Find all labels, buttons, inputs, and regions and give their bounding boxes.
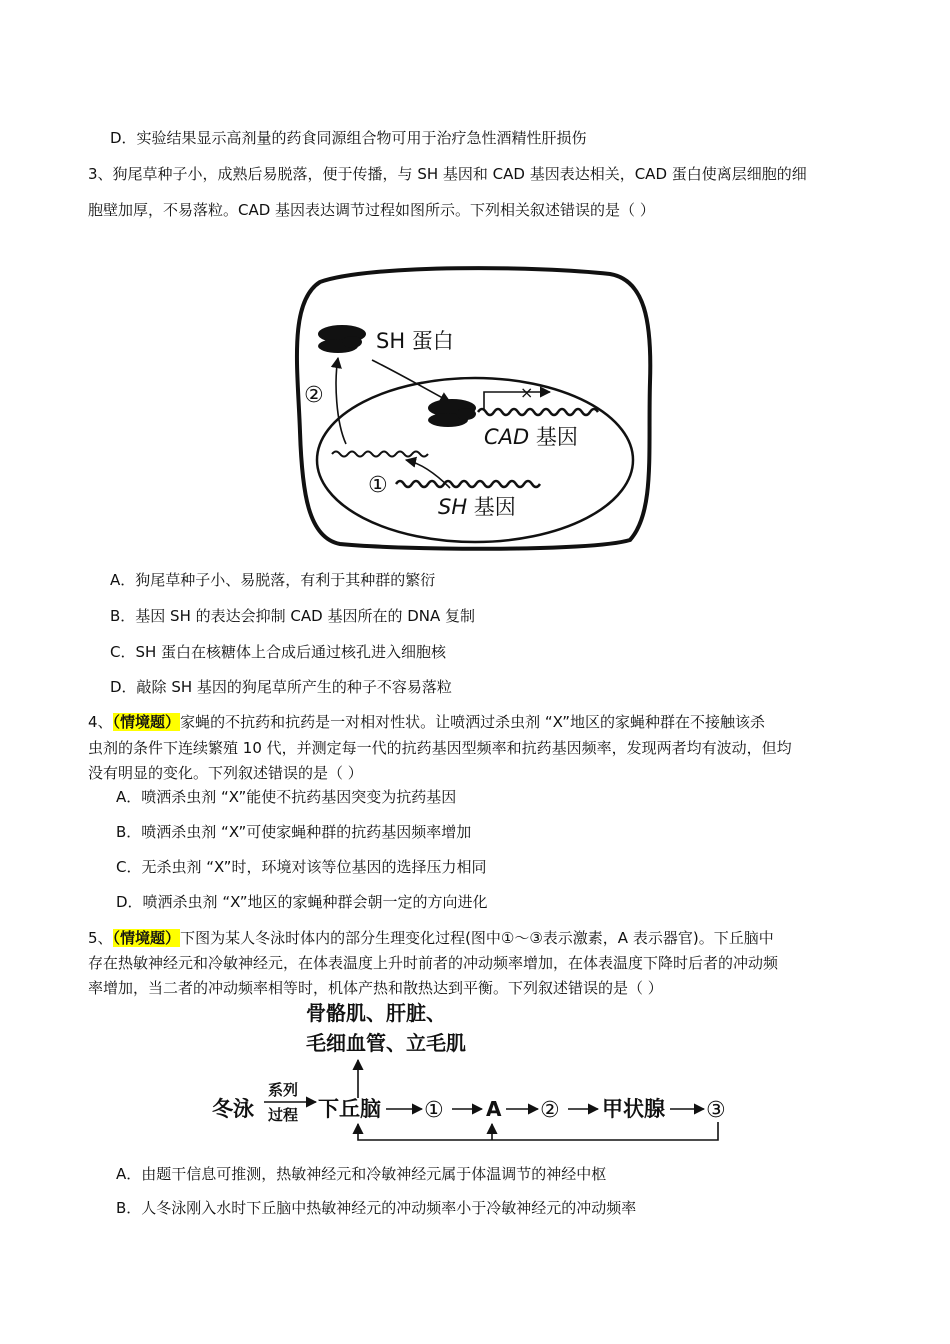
step-2-label: ② (304, 383, 324, 408)
q4-option-d: D．喷洒杀虫剂 “X”地区的家蝇种群会朝一定的方向进化 (116, 893, 488, 911)
q5-option-a: A．由题干信息可推测，热敏神经元和冷敏神经元属于体温调节的神经中枢 (116, 1165, 607, 1183)
q3-stem-line2: 胞壁加厚，不易落粒。CAD 基因表达调节过程如图所示。下列相关叙述错误的是（ ） (88, 201, 655, 219)
mrna (332, 452, 428, 457)
q5-stem-line1 (88, 927, 774, 949)
q5-stem-line2: 存在热敏神经元和冷敏神经元，在体表温度上升时前者的冲动频率增加，在体表温度下降时后者的冲动频 (88, 954, 779, 972)
q4-stem-line2: 虫剂的条件下连续繁殖 10 代，并测定每一代的抗药基因型频率和抗药基因频率，发现两者均有波动，但均 (88, 739, 792, 757)
q2-option-d: D．实验结果显示高剂量的药食同源组合物可用于治疗急性酒精性肝损伤 (110, 129, 587, 147)
q4-option-a: A．喷洒杀虫剂 “X”能使不抗药基因突变为抗药基因 (116, 788, 457, 806)
sh-protein-label: SH 蛋白 (376, 329, 454, 353)
hypothalamus-label: 下丘脑 (318, 1097, 381, 1121)
q3-cell-diagram (280, 262, 660, 554)
q4-stem-line1 (88, 711, 765, 733)
q5-flow-diagram (210, 998, 750, 1143)
step-1-label: ① (368, 473, 388, 498)
process-bottom-label: 过程 (268, 1106, 299, 1124)
thyroid-label: 甲状腺 (602, 1097, 665, 1121)
q5-option-b: B．人冬泳刚入水时下丘脑中热敏神经元的冲动频率小于冷敏神经元的冲动频率 (116, 1199, 637, 1217)
targets-line2: 毛细血管、立毛肌 (306, 1031, 466, 1055)
cad-gene-dna (478, 409, 598, 415)
q5-number: 5、 (88, 929, 113, 947)
sh-gene-label: SH 基因 (438, 495, 516, 519)
start-label: 冬泳 (212, 1097, 254, 1121)
q4-option-b: B．喷洒杀虫剂 “X”可使家蝇种群的抗药基因频率增加 (116, 823, 472, 841)
hormone-1-label: ① (424, 1098, 444, 1123)
q3-option-d: D．敲除 SH 基因的狗尾草所产生的种子不容易落粒 (110, 678, 452, 696)
q4-tag: （情境题） (112, 713, 181, 731)
hormone-3-label: ③ (706, 1098, 726, 1123)
q5-tag: （情境题） (112, 929, 181, 947)
block-mark: × (520, 383, 534, 402)
sh-gene-dna (396, 481, 540, 487)
targets-line1: 骨骼肌、肝脏、 (306, 1001, 446, 1025)
q3-option-b: B．基因 SH 的表达会抑制 CAD 基因所在的 DNA 复制 (110, 607, 476, 625)
q5-stem-text: 下图为某人冬泳时体内的部分生理变化过程(图中①～③表示激素，A 表示器官)。下丘脑中 (180, 929, 774, 947)
cad-gene-label: CAD 基因 (484, 425, 578, 449)
hormone-2-label: ② (540, 1098, 560, 1123)
q5-stem-line3: 率增加，当二者的冲动频率相等时，机体产热和散热达到平衡。下列叙述错误的是（ ） (88, 979, 663, 997)
q3-stem-line1: 3、狗尾草种子小，成熟后易脱落，便于传播，与 SH 基因和 CAD 基因表达相关，CAD 蛋白使离层细胞的细 (88, 165, 807, 183)
sh-protein-icon (318, 325, 366, 353)
q4-number: 4、 (88, 713, 113, 731)
process-top-label: 系列 (268, 1081, 299, 1099)
q3-option-c: C．SH 蛋白在核糖体上合成后通过核孔进入细胞核 (110, 643, 447, 661)
q4-stem-text: 家蝇的不抗药和抗药是一对相对性状。让喷洒过杀虫剂 “X”地区的家蝇种群在不接触该杀 (180, 713, 766, 731)
organ-a-label: A (486, 1097, 502, 1121)
q4-stem-line3: 没有明显的变化。下列叙述错误的是（ ） (88, 764, 363, 782)
bound-sh-protein-icon (428, 399, 476, 427)
q4-option-c: C．无杀虫剂 “X”时，环境对该等位基因的选择压力相同 (116, 858, 487, 876)
q3-option-a: A．狗尾草种子小、易脱落，有利于其种群的繁衍 (110, 571, 436, 589)
